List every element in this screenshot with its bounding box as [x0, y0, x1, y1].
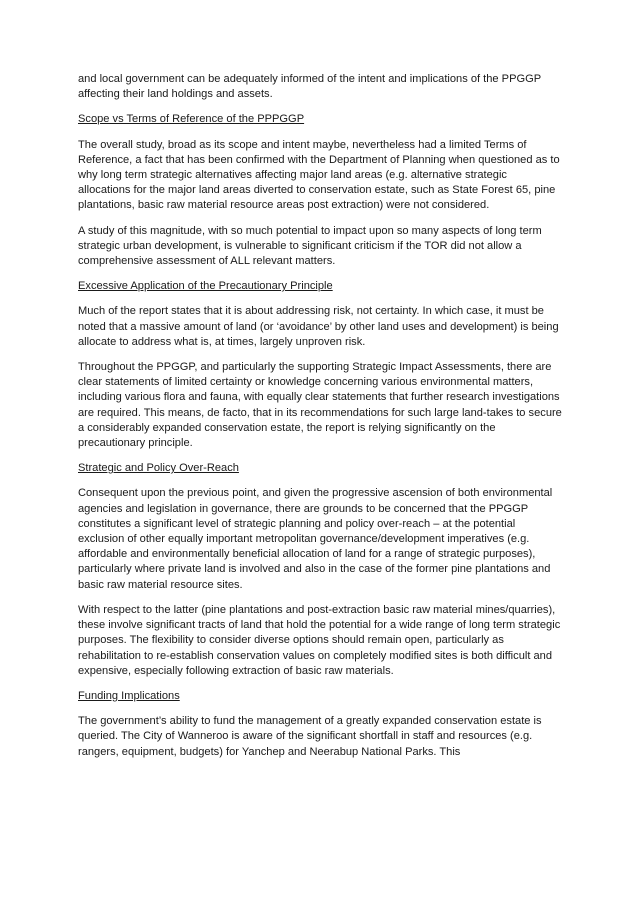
paragraph-precautionary-1: Much of the report states that it is about addressing risk, not certainty. In which case, it must be noted that a massive amount of land (or ‘avoidance’ by other land uses and development) is being allocate to address what is, at times, largely unproven risk.	[78, 305, 559, 348]
paragraph-funding-1: The government’s ability to fund the management of a greatly expanded conservation estate is queried. The City of Wanneroo is aware of the significant shortfall in staff and resources (e.g. rangers, equipment, budgets) for Yanchep and Neerabup National Parks. This	[78, 715, 542, 758]
paragraph-scope-1: The overall study, broad as its scope and intent maybe, nevertheless had a limited Terms of Reference, a fact that has been confirmed with the Department of Planning when questioned as to why long term strategic alternatives affecting major land areas (e.g. alternative strategic allocations for the major land areas diverted to conservation estate, such as State Forest 65, pine plantations, basic raw material resource areas post extraction) were not considered.	[78, 138, 560, 212]
heading-policy-over-reach: Strategic and Policy Over-Reach	[78, 462, 239, 475]
heading-scope-vs-tor: Scope vs Terms of Reference of the PPPGGP	[78, 113, 305, 126]
paragraph-precautionary-2: Throughout the PPGGP, and particularly the supporting Strategic Impact Assessments, there are clear statements of limited certainty or knowledge concerning various environmental matters, including various flora and fauna, with equally clear statements that further research investigations are required. This means, de facto, that in its recommendations for such large land-takes to secure a considerably expanded conservation estate, the report is relying significantly on the precautionary principle.	[78, 361, 562, 450]
paragraph-scope-2: A study of this magnitude, with so much potential to impact upon so many aspects of long term strategic urban development, is vulnerable to significant criticism if the TOR did not allow a comprehensive assessment of ALL relevant matters.	[78, 224, 542, 268]
document-page	[78, 72, 562, 770]
paragraph-continuation: and local government can be adequately informed of the intent and implications of the PPGGP affecting their land holdings and assets.	[78, 73, 541, 101]
heading-precautionary-principle: Excessive Application of the Precautionary Principle	[78, 280, 333, 293]
heading-funding-implications: Funding Implications	[78, 689, 180, 702]
paragraph-over-reach-2: With respect to the latter (pine plantations and post-extraction basic raw material mines/quarries), these involve significant tracts of land that hold the potential for a wide range of long term strategic purposes. The flexibility to consider diverse options should remain open, particularly as rehabilitation to re-establish conservation values on completely modified sites is both difficult and expensive, especially following extraction of basic raw materials.	[78, 603, 561, 677]
paragraph-over-reach-1: Consequent upon the previous point, and given the progressive ascension of both environmental agencies and legislation in governance, there are grounds to be concerned that the PPGGP constitutes a significant level of strategic planning and policy over-reach – at the potential exclusion of other equally important metropolitan governance/development imperatives (e.g. affordable and environmentally beneficial allocation of land for a range of strategic purposes), particularly where private land is involved and also in the case of the former pine plantations and basic raw material resource sites.	[78, 487, 553, 591]
